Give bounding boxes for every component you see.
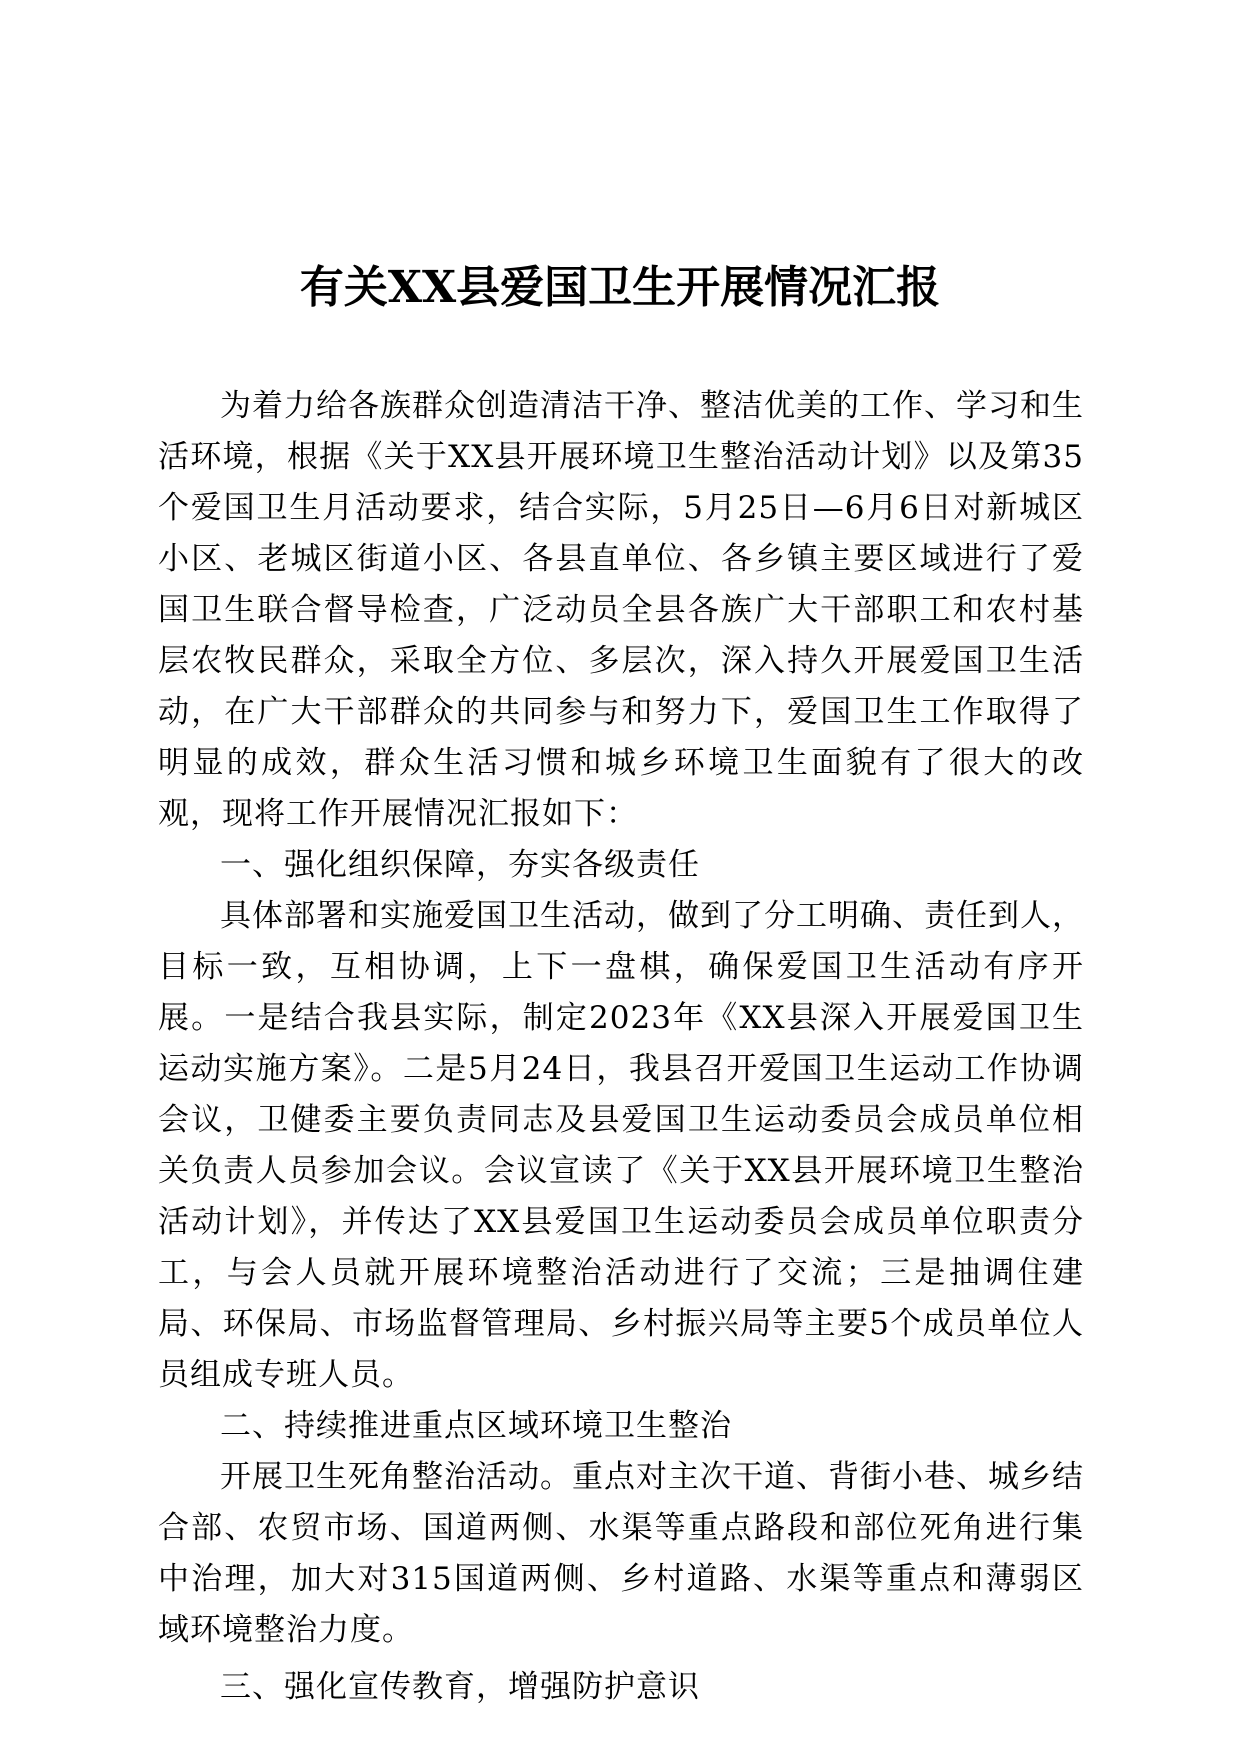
document-title: 有关XX县爱国卫生开展情况汇报	[299, 262, 941, 313]
section-heading-1: 一、强化组织保障，夯实各级责任	[220, 847, 700, 883]
section-paragraph-1: 具体部署和实施爱国卫生活动，做到了分工明确、责任到人，目标一致，互相协调，上下一盘棋，确保爱国卫生活动有序开展。一是结合我县实际，制定2023年《XX县深入开展爱国卫生运动实施方案》。二是5月24日，我县召开爱国卫生运动工作协调会议，卫健委主要负责同志及县爱国卫生运动委员会成员单位相关负责人员参加会议。会议宣读了《关于XX县开展环境卫生整治活动计划》，并传达了XX县爱国卫生运动委员会成员单位职责分工，与会人员就开展环境整治活动进行了交流；三是抽调住建局、环保局、市场监督管理局、乡村振兴局等主要5个成员单位人员组成专班人员。	[158, 898, 1084, 1393]
section-paragraph-2: 开展卫生死角整治活动。重点对主次干道、背街小巷、城乡结合部、农贸市场、国道两侧、水渠等重点路段和部位死角进行集中治理，加大对315国道两侧、乡村道路、水渠等重点和薄弱区域环境整治力度。	[158, 1459, 1084, 1648]
section-heading-2: 二、持续推进重点区域环境卫生整治	[220, 1408, 732, 1444]
section-heading-3: 三、强化宣传教育，增强防护意识	[220, 1669, 700, 1705]
intro-paragraph: 为着力给各族群众创造清洁干净、整洁优美的工作、学习和生活环境，根据《关于XX县开展环境卫生整治活动计划》以及第35个爱国卫生月活动要求，结合实际，5月25日—6月6日对新城区小区、老城区街道小区、各县直单位、各乡镇主要区域进行了爱国卫生联合督导检查，广泛动员全县各族广大干部职工和农村基层农牧民群众，采取全方位、多层次，深入持久开展爱国卫生活动，在广大干部群众的共同参与和努力下，爱国卫生工作取得了明显的成效，群众生活习惯和城乡环境卫生面貌有了很大的改观，现将工作开展情况汇报如下：	[158, 388, 1084, 832]
document-body	[158, 381, 1084, 1713]
